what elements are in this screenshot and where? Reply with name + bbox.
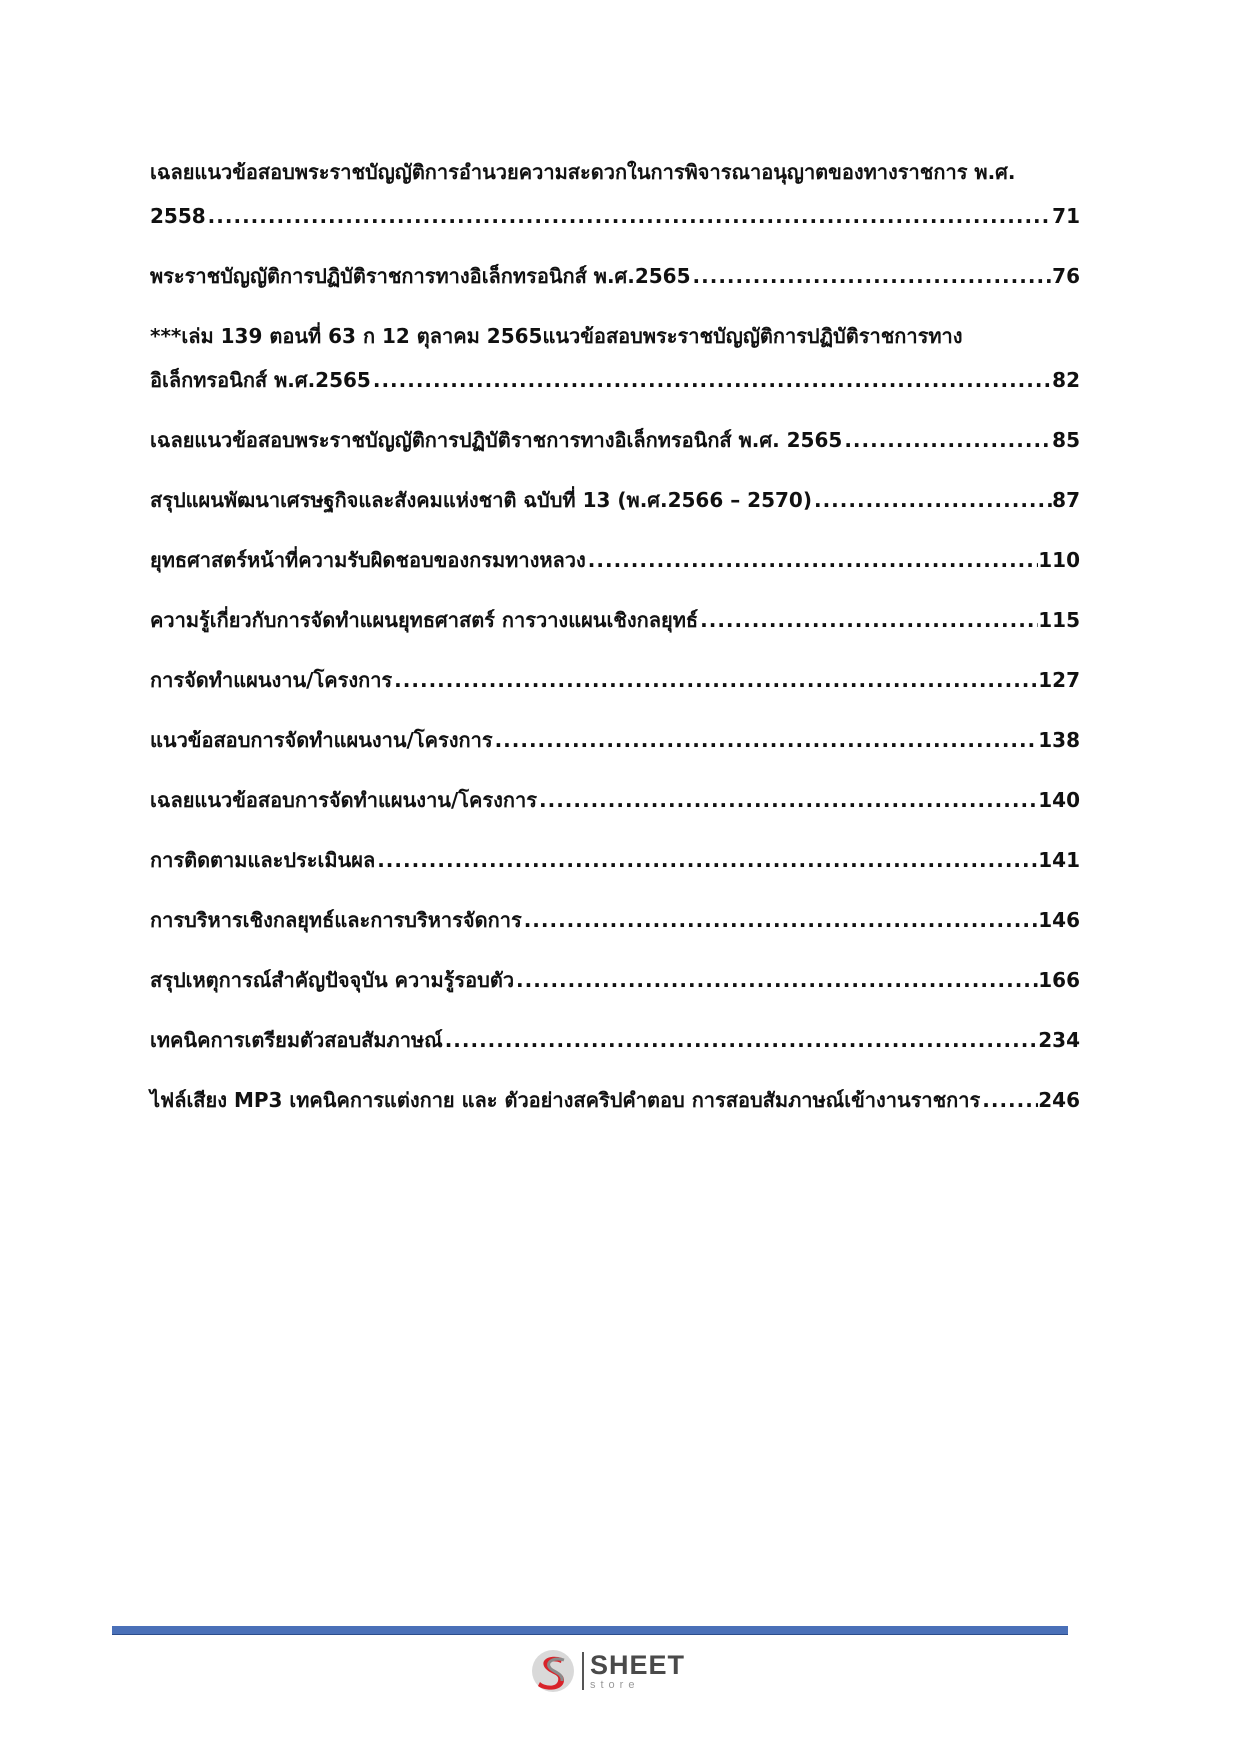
toc-page-number: 87 xyxy=(1052,488,1080,512)
toc-entry-title: เฉลยแนวข้อสอบพระราชบัญญัติการอำนวยความสะดวกในการพิจารณาอนุญาตของทางราชการ พ.ศ. xyxy=(150,160,1016,184)
footer-logo xyxy=(530,1648,685,1694)
toc-entry-title: อิเล็กทรอนิกส์ พ.ศ.2565 xyxy=(150,368,371,392)
toc-page-number: 76 xyxy=(1052,264,1080,288)
toc-entry[interactable] xyxy=(150,778,1080,822)
dot-leader xyxy=(812,478,1052,522)
toc-page-number: 71 xyxy=(1052,204,1080,228)
toc-page-number: 85 xyxy=(1052,428,1080,452)
dot-leader xyxy=(206,194,1052,238)
dot-leader xyxy=(514,958,1038,1002)
toc-page-number: 82 xyxy=(1052,368,1080,392)
toc-entry[interactable] xyxy=(150,838,1080,882)
dot-leader xyxy=(980,1078,1038,1122)
toc-entry-title: แนวข้อสอบการจัดทำแผนงาน/โครงการ xyxy=(150,728,493,752)
toc-entry-title: ยุทธศาสตร์หน้าที่ความรับผิดชอบของกรมทางหลวง xyxy=(150,548,586,572)
dot-leader xyxy=(586,538,1038,582)
toc-page-number: 115 xyxy=(1038,608,1080,632)
toc-entry[interactable] xyxy=(150,478,1080,522)
logo-brand: SHEET xyxy=(590,1649,686,1680)
toc-entry-title: สรุปเหตุการณ์สำคัญปัจจุบัน ความรู้รอบตัว xyxy=(150,968,515,992)
toc-entry-title: ความรู้เกี่ยวกับการจัดทำแผนยุทธศาสตร์ การวางแผนเชิงกลยุทธ์ xyxy=(150,608,699,632)
sheet-store-logo-icon xyxy=(530,1648,576,1694)
logo-divider xyxy=(582,1652,584,1690)
toc-entry-title: การจัดทำแผนงาน/โครงการ xyxy=(150,668,393,692)
dot-leader xyxy=(443,1018,1039,1062)
toc-entry-title: การบริหารเชิงกลยุทธ์และการบริหารจัดการ xyxy=(150,908,522,932)
toc-entry-title: ***เล่ม 139 ตอนที่ 63 ก 12 ตุลาคม 2565แนวข้อสอบพระราชบัญญัติการปฏิบัติราชการทาง xyxy=(150,324,963,348)
toc-entry[interactable] xyxy=(150,1078,1080,1122)
dot-leader xyxy=(691,254,1053,298)
toc-entry[interactable] xyxy=(150,898,1080,942)
dot-leader xyxy=(493,718,1039,762)
dot-leader xyxy=(371,358,1052,402)
toc-entry[interactable] xyxy=(150,418,1080,462)
toc-entry-title: การติดตามและประเมินผล xyxy=(150,848,376,872)
toc-page-number: 246 xyxy=(1038,1088,1080,1112)
toc-page-number: 141 xyxy=(1038,848,1080,872)
toc-page-number: 234 xyxy=(1038,1028,1080,1052)
toc-entry-title: พระราชบัญญัติการปฏิบัติราชการทางอิเล็กทรอนิกส์ พ.ศ.2565 xyxy=(150,264,691,288)
dot-leader xyxy=(392,658,1038,702)
toc-entry[interactable] xyxy=(150,254,1080,298)
footer-rule xyxy=(112,1626,1068,1635)
toc-page-number: 166 xyxy=(1038,968,1080,992)
toc-entry[interactable] xyxy=(150,658,1080,702)
toc-entry[interactable] xyxy=(150,718,1080,762)
logo-text xyxy=(590,1649,686,1691)
toc-page-number: 138 xyxy=(1038,728,1080,752)
toc-page-number: 140 xyxy=(1038,788,1080,812)
table-of-contents xyxy=(150,150,1080,1138)
toc-entry[interactable] xyxy=(150,958,1080,1002)
toc-entry[interactable] xyxy=(150,1018,1080,1062)
toc-page-number: 110 xyxy=(1038,548,1080,572)
logo-subtitle: store xyxy=(590,1678,640,1691)
dot-leader xyxy=(698,598,1038,642)
dot-leader xyxy=(842,418,1052,462)
dot-leader xyxy=(375,838,1038,882)
toc-entry-title: เฉลยแนวข้อสอบการจัดทำแผนงาน/โครงการ xyxy=(150,788,537,812)
toc-page-number: 146 xyxy=(1038,908,1080,932)
toc-entry-title: สรุปแผนพัฒนาเศรษฐกิจและสังคมแห่งชาติ ฉบับที่ 13 (พ.ศ.2566 – 2570) xyxy=(150,488,812,512)
toc-entry[interactable] xyxy=(150,598,1080,642)
dot-leader xyxy=(537,778,1038,822)
dot-leader xyxy=(522,898,1039,942)
toc-entry-title: เทคนิคการเตรียมตัวสอบสัมภาษณ์ xyxy=(150,1028,443,1052)
toc-entry[interactable] xyxy=(150,314,1080,402)
toc-entry-title: 2558 xyxy=(150,204,206,228)
toc-entry-title: ไฟล์เสียง MP3 เทคนิคการแต่งกาย และ ตัวอย่างสคริปคำตอบ การสอบสัมภาษณ์เข้างานราชการ xyxy=(150,1088,981,1112)
toc-page-number: 127 xyxy=(1038,668,1080,692)
toc-entry[interactable] xyxy=(150,538,1080,582)
toc-entry-title: เฉลยแนวข้อสอบพระราชบัญญัติการปฏิบัติราชการทางอิเล็กทรอนิกส์ พ.ศ. 2565 xyxy=(150,428,843,452)
toc-entry[interactable] xyxy=(150,150,1080,238)
